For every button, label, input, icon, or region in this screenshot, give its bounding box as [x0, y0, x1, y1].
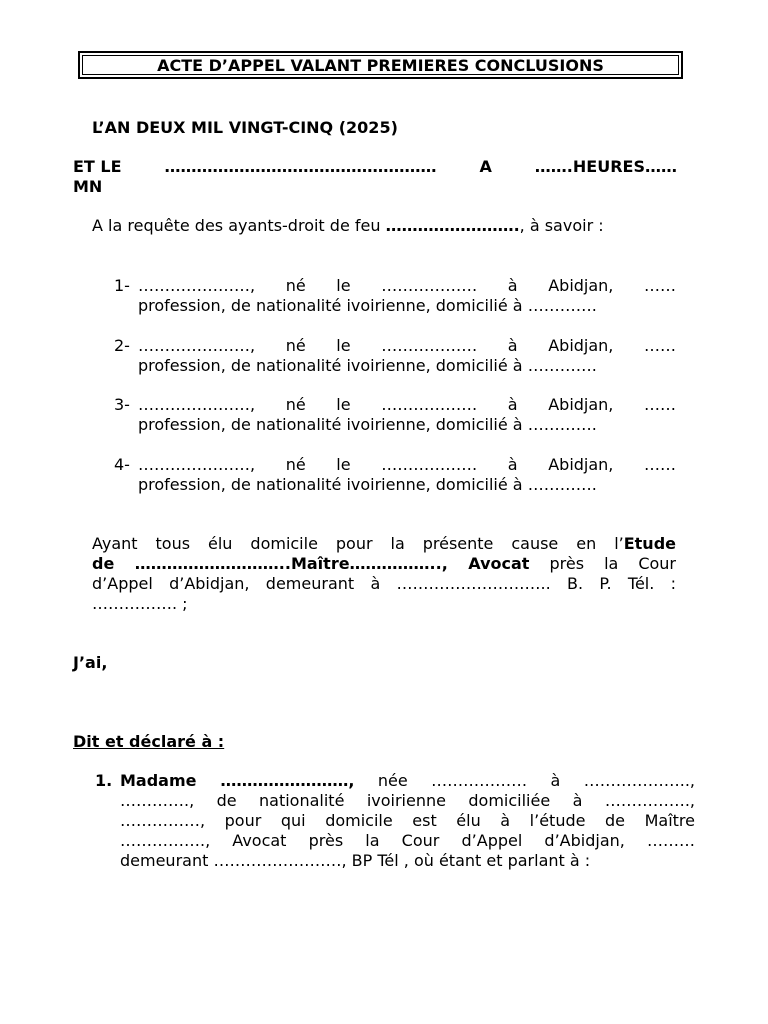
- respondent-nationality: …………., de nationalité ivoirienne domiciliée à …………….,: [120, 791, 695, 810]
- request-suffix: , à savoir :: [519, 216, 604, 235]
- heir-line2: profession, de nationalité ivoirienne, domicilié à ………….: [138, 296, 597, 315]
- heir-line2: profession, de nationalité ivoirienne, domicilié à ………….: [138, 415, 597, 434]
- respondent-birth: née ……………… à ………………..,: [354, 771, 696, 790]
- date-heures: …….HEURES……: [534, 157, 677, 176]
- heir-line2: profession, de nationalité ivoirienne, domicilié à ………….: [138, 475, 597, 494]
- heir-line1: …………………, né le ……………… à Abidjan, ……: [138, 455, 676, 474]
- domicile-maitre: de ………………………..Maître…………….., Avocat: [92, 554, 530, 573]
- heir-number: 2-: [114, 336, 130, 355]
- date-line: [73, 157, 677, 197]
- respondent-address: demeurant ……………………, BP Tél , où étant et parlant à :: [120, 851, 591, 870]
- domicile-etude: Etude: [623, 534, 676, 553]
- request-line: [92, 216, 604, 236]
- heir-line2: profession, de nationalité ivoirienne, domicilié à ………….: [138, 356, 597, 375]
- heir-number: 4-: [114, 455, 130, 474]
- domicile-cour: près la Cour: [529, 554, 677, 573]
- heir-item: [114, 276, 676, 316]
- date-a: A: [479, 157, 492, 176]
- respondent-domicile: ……………, pour qui domicile est élu à l’étude de Maître: [120, 811, 695, 830]
- domicile-end: ……………. ;: [92, 594, 188, 613]
- heir-item: [114, 336, 676, 376]
- heir-number: 3-: [114, 395, 130, 414]
- document-title: ACTE D’APPEL VALANT PREMIERES CONCLUSIONS: [82, 55, 679, 75]
- heir-line1: …………………, né le ……………… à Abidjan, ……: [138, 276, 676, 295]
- respondent-number: 1.: [95, 771, 113, 790]
- domicile-text: Ayant tous élu domicile pour la présente cause en l’: [92, 534, 624, 553]
- year-line: L’AN DEUX MIL VINGT-CINQ (2025): [92, 118, 398, 137]
- respondent-item: [95, 771, 695, 871]
- date-mn: MN: [73, 177, 103, 196]
- heir-number: 1-: [114, 276, 130, 295]
- heir-line1: …………………, né le ……………… à Abidjan, ……: [138, 395, 676, 414]
- domicile-address: d’Appel d’Abidjan, demeurant à ……………………….. B. P. Tél. :: [92, 574, 676, 593]
- date-blank: ……………………………………………: [164, 157, 437, 176]
- jai-heading: J’ai,: [73, 653, 108, 672]
- domicile-paragraph: [92, 534, 676, 614]
- heir-item: [114, 455, 676, 495]
- date-et-le: ET LE: [73, 157, 122, 176]
- heir-line1: …………………, né le ……………… à Abidjan, ……: [138, 336, 676, 355]
- request-blank: …………………….: [385, 216, 520, 235]
- request-prefix: A la requête des ayants-droit de feu: [92, 216, 386, 235]
- respondent-name: Madame ……………………,: [120, 771, 355, 790]
- title-box: [78, 51, 683, 79]
- respondent-avocat: ……………., Avocat près la Cour d’Appel d’Abidjan, ………: [120, 831, 695, 850]
- dit-heading: Dit et déclaré à :: [73, 732, 225, 751]
- heir-item: [114, 395, 676, 435]
